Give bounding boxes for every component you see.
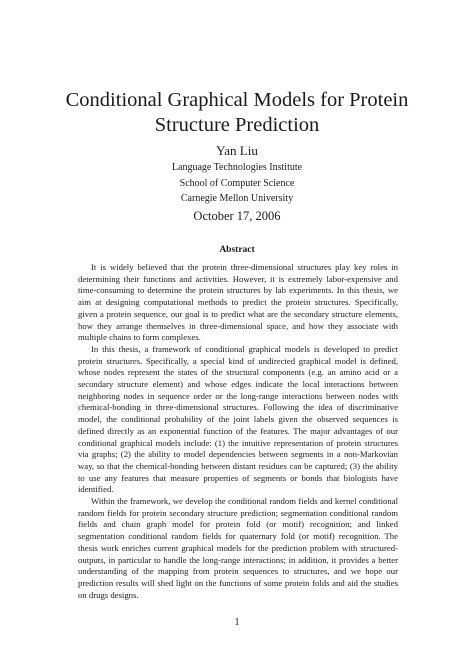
affiliation-line: School of Computer Science	[179, 177, 295, 189]
affiliation-line: Carnegie Mellon University	[180, 193, 294, 204]
affiliation-block	[0, 160, 474, 207]
page-title: Conditional Graphical Models for Protein Structure Prediction	[65, 89, 409, 136]
abstract-heading: Abstract	[219, 245, 255, 255]
abstract-paragraph: In this thesis, a framework of conditional graphical models is developed to predict protein structures. Specifically, a special kind of undirected graphical model is defined, whose nodes represent the states of the structural components (e.g. an amino acid or a secondary structure element) and whose edges indicate the local interactions between neighboring nodes in sequence order or the long-range interactions between nodes with chemical-bonding in three-dimensional structures. Following the idea of discriminative model, the conditional probability of the joint labels given the observed sequences is defined directly as an exponential function of the features. The major advantages of our conditional graphical models include: (1) the intuitive representation of protein structures via graphs; (2) the ability to model dependencies between segments in a non-Markovian way, so that the chemical-bonding between distant residues can be captured; (3) the ability to use any features that measure properties of segments or bonds that biologists have identified.	[78, 343, 398, 495]
affiliation-line: Language Technologies Institute	[171, 162, 303, 173]
author-name: Yan Liu	[216, 143, 258, 158]
abstract-paragraph: Within the framework, we develop the conditional random fields and kernel conditional random fields for protein secondary structure prediction; segmentation conditional random fields and chain graph model for protein fold (or motif) recognition; and linked segmentation conditional random fields for quaternary fold (or motif) recognition. The thesis work enriches current graphical models for the prediction problem with structured-outputs, in particular to handle the long-range interactions; in addition, it provides a better understanding of the mapping from protein sequences to structures, and we hope our prediction results will shed light on the functions of some protein folds and aid the studies on drugs designs.	[78, 496, 398, 600]
abstract-body	[78, 262, 398, 601]
page-number: 1	[234, 617, 240, 628]
date: October 17, 2006	[193, 209, 281, 223]
abstract-paragraph: It is widely believed that the protein three-dimensional structures play key roles in determining their functions and activities. However, it is extremely labor-expensive and time-consuming to determine the protein structures by lab experiments. In this thesis, we aim at designing computational methods to predict the protein structures. Specifically, given a protein sequence, our goal is to predict what are the secondary structure elements, how they arrange themselves in three-dimensional space, and how they associate with multiple chains to form complexes.	[78, 262, 398, 343]
